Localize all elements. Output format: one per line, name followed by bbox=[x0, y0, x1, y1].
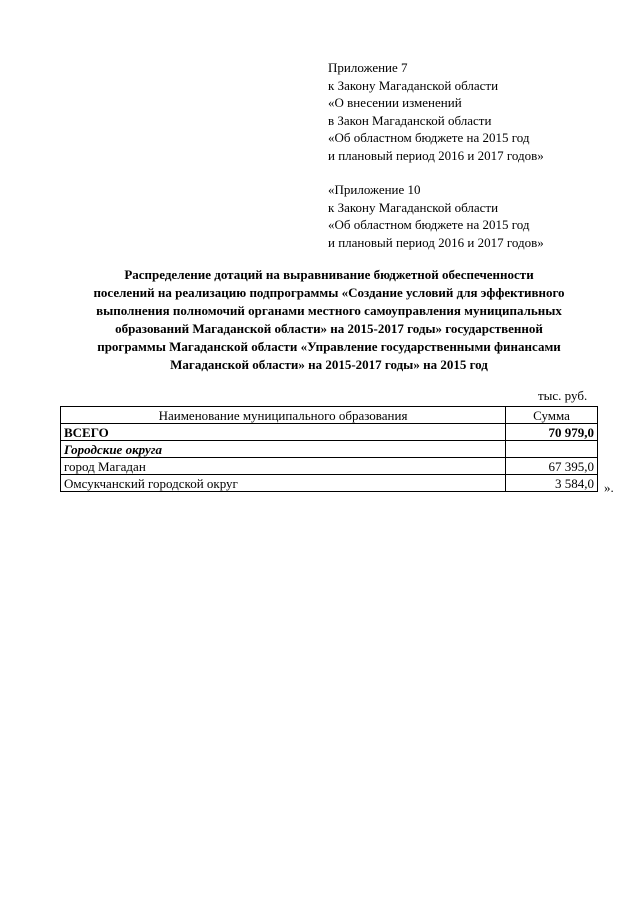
total-row bbox=[61, 424, 598, 441]
subsidy-table bbox=[60, 406, 598, 492]
total-sum-cell: 70 979,0 bbox=[506, 424, 598, 441]
title-line: Распределение дотаций на выравнивание бюджетной обеспеченности bbox=[124, 267, 534, 282]
appendix-line: и плановый период 2016 и 2017 годов» bbox=[328, 147, 544, 163]
header-sum-cell: Сумма bbox=[506, 407, 598, 424]
total-name-cell: ВСЕГО bbox=[61, 424, 506, 441]
group-row bbox=[61, 441, 598, 458]
table-row bbox=[61, 475, 598, 492]
table-header-row bbox=[61, 407, 598, 424]
header-name-cell: Наименование муниципального образования bbox=[61, 407, 506, 424]
title-line: программы Магаданской области «Управление государственными финансами bbox=[97, 339, 561, 354]
table-row bbox=[61, 458, 598, 475]
appendix-line: Приложение 7 bbox=[328, 60, 408, 75]
group-name-cell: Городские округа bbox=[61, 441, 506, 458]
units-label: тыс. руб. bbox=[538, 388, 588, 403]
appendix-line: в Закон Магаданской области bbox=[328, 112, 492, 128]
appendix-line: к Закону Магаданской области bbox=[328, 199, 499, 215]
row-name-cell: город Магадан bbox=[61, 458, 506, 475]
title-line: образований Магаданской области» на 2015-2017 годы» государственной bbox=[115, 321, 543, 336]
appendix-line: и плановый период 2016 и 2017 годов» bbox=[328, 234, 544, 250]
row-sum-cell: 67 395,0 bbox=[506, 458, 598, 475]
appendix-reference-1 bbox=[328, 59, 544, 165]
group-sum-cell bbox=[506, 441, 598, 458]
appendix-line: «О внесении изменений bbox=[328, 95, 462, 111]
appendix-line: «Об областном бюджете на 2015 год bbox=[328, 130, 530, 146]
closing-quote-mark: ». bbox=[604, 480, 614, 495]
row-sum-cell: 3 584,0 bbox=[506, 475, 598, 492]
row-name-cell: Омсукчанский городской округ bbox=[61, 475, 506, 492]
appendix-line: «Приложение 10 bbox=[328, 182, 421, 197]
title-line: Магаданской области» на 2015-2017 годы» на 2015 год bbox=[170, 357, 488, 372]
appendix-reference-2 bbox=[328, 181, 544, 251]
title-line: выполнения полномочий органами местного самоуправления муниципальных bbox=[96, 303, 562, 318]
title-line: поселений на реализацию подпрограммы «Создание условий для эффективного bbox=[93, 285, 565, 300]
document-title bbox=[52, 266, 606, 374]
appendix-line: «Об областном бюджете на 2015 год bbox=[328, 217, 530, 233]
appendix-line: к Закону Магаданской области bbox=[328, 77, 499, 93]
